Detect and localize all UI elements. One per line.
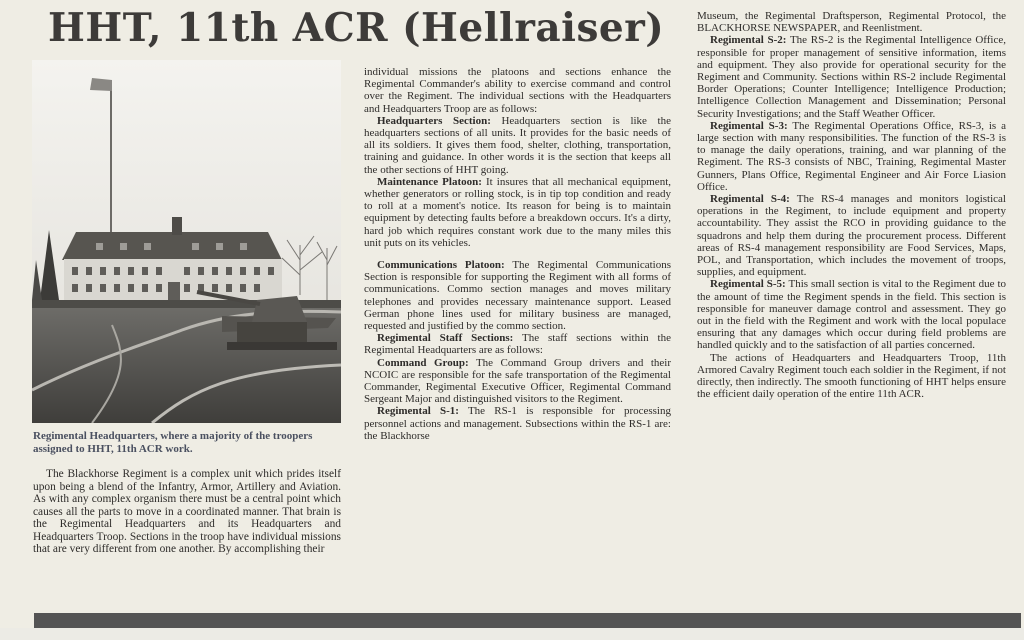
s1-continued-paragraph: Museum, the Regimental Draftsperson, Regimental Protocol, the BLACKHORSE NEWSPAPER, and Reenlistment. xyxy=(697,10,1006,35)
s2-heading: Regimental S-2: xyxy=(710,34,787,47)
column-1 xyxy=(33,468,341,556)
s2-paragraph xyxy=(697,34,1006,119)
page-bottom-margin xyxy=(0,628,1024,640)
staff-sections-text: The staff sections within the Regimental Headquarters are as follows: xyxy=(364,332,671,357)
command-group-paragraph xyxy=(364,357,671,406)
command-group-text: The Command Group drivers and their NCOIC are responsible for the safe transportation of the Regimental Commander, Regimental Executive Officer, Regimental Command Sergeant Major and distinguished visitors to the Regiment. xyxy=(364,356,671,406)
maintenance-platoon-heading: Maintenance Platoon: xyxy=(377,175,482,188)
bottom-rule xyxy=(34,613,1021,628)
headquarters-section-paragraph xyxy=(364,115,671,176)
s1-paragraph xyxy=(364,405,671,442)
column-3 xyxy=(697,10,1006,401)
communications-platoon-paragraph xyxy=(364,259,671,332)
photo-caption: Regimental Headquarters, where a majority of the troopers assigned to HHT, 11th ACR work. xyxy=(33,430,313,455)
command-group-heading: Command Group: xyxy=(377,356,469,369)
closing-paragraph: The actions of Headquarters and Headquarters Troop, 11th Armored Cavalry Regiment touch each soldier in the Regiment, if not directly, then indirectly. The smooth functioning of HHT helps ensure the efficient daily operation of the entire 11th ACR. xyxy=(697,351,1006,401)
headquarters-photo xyxy=(32,60,341,423)
maintenance-platoon-paragraph xyxy=(364,176,671,249)
s3-text: The Regimental Operations Office, RS-3, is a large section with many responsibilities. The function of the RS-3 is to manage the daily operations, training, and war planning of the Regiment. The RS-3 consists of NBC, Training, Regimental Master Gunners, Plans Office, Regimental Engineer and Air Force Liasion Office. xyxy=(697,119,1006,193)
communications-platoon-text: The Regimental Communications Section is responsible for supporting the Regiment with all forms of communications. Commo section manages and moves military telephones and provides necessary maintenance support. Leased German phone lines used for military business are managed, requested and justified by the commo section. xyxy=(364,259,671,333)
s1-heading: Regimental S-1: xyxy=(377,405,459,418)
s3-heading: Regimental S-3: xyxy=(710,119,788,132)
column-2 xyxy=(364,66,671,442)
s2-text: The RS-2 is the Regimental Intelligence Office, responsible for proper management of sensitive information, items and equipment. They also provide for operational security for the Regiment and Community. Sections within RS-2 include Regimental Border Operations; Counter Intelligence; Intelligence Production; Intelligence Collection Management and Dissemination; Personal Security Investigations; and the Staff Weather Officer. xyxy=(697,34,1006,120)
communications-platoon-heading: Communications Platoon: xyxy=(377,259,505,272)
s4-heading: Regimental S-4: xyxy=(710,193,790,206)
s5-heading: Regimental S-5: xyxy=(710,278,786,291)
sections-intro-paragraph: individual missions the platoons and sections enhance the Regimental Commander's ability to exercise command and control over the Regiment. The individual sections with the Headquarters and Headquarters Troop are as follows: xyxy=(364,66,671,115)
s3-paragraph xyxy=(697,120,1006,193)
article-title: HHT, 11th ACR (Hellraiser) xyxy=(48,5,665,51)
staff-sections-paragraph xyxy=(364,332,671,356)
staff-sections-heading: Regimental Staff Sections: xyxy=(377,332,514,345)
headquarters-section-heading: Headquarters Section: xyxy=(377,114,491,127)
intro-paragraph: The Blackhorse Regiment is a complex unit which prides itself upon being a blend of the Infantry, Armor, Artillery and Aviation. As with any complex organism there must be a central point which causes all the parts to move in a coordinated manner. That brain is the Regimental Headquarters and its Headquarters and Headquarters Troop. Sections in the troop have individual missions that are very different from one another. By accomplishing their xyxy=(33,468,341,555)
s1-text: The RS-1 is responsible for processing personnel actions and management. Subsections within the RS-1 are: the Blackhorse xyxy=(364,405,671,442)
s5-paragraph xyxy=(697,278,1006,351)
headquarters-section-text: Headquarters section is like the headquarters sections of all units. It provides for the basic needs of all its soldiers. It gives them food, shelter, clothing, transportation, training and guidance. In other words it is the section that keeps all the other sections of HHT going. xyxy=(364,114,671,176)
s5-text: This small section is vital to the Regiment due to the amount of time the Regiment spends in the field. This section is responsible for maneuver damage control and assessment. They go out in the field with the Regiment and work with the local populace ensuring that any damages which occur during field problems are handled quickly and to the satisfaction of all parties concerned. xyxy=(697,278,1006,352)
s4-paragraph xyxy=(697,193,1006,278)
maintenance-platoon-text: It insures that all mechanical equipment, whether generators or rolling stock, is in tip top condition and ready to roll at a moment's notice. Its reason for being is to maintain equipment by detecting faults before a breakdown occurs. It's a dirty, hard job which requires constant work due to the many miles this unit puts on its vehicles. xyxy=(364,175,671,249)
s4-text: The RS-4 manages and monitors logistical operations in the Regiment, to include equipment and property accountability. They assist the RCO in providing guidance to the squadrons and help them during the procurement process. Different areas of RS-4 management responsibility are Food Services, Maps, POL, and Transportation, which includes the movement of troops, supplies, and equipment. xyxy=(697,193,1006,279)
